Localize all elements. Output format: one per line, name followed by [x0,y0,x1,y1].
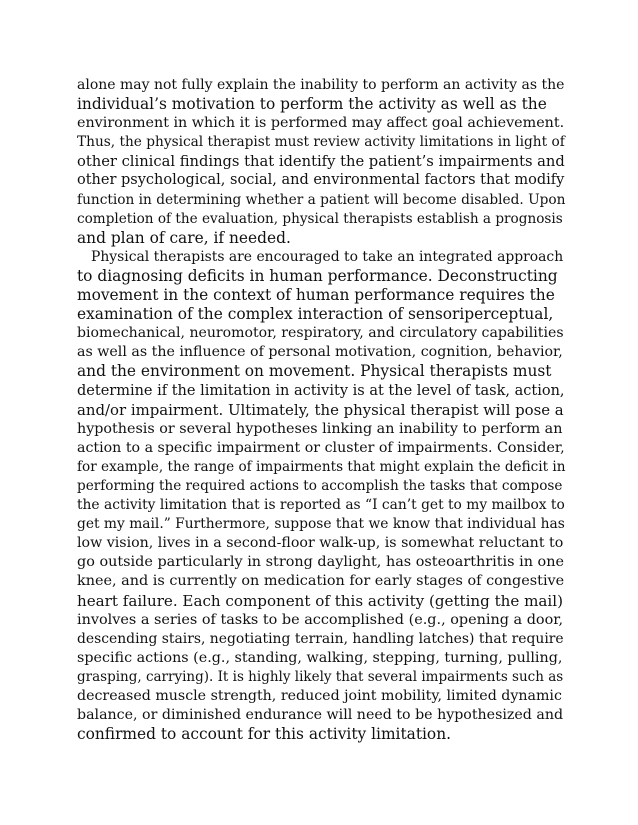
text-line: examination of the complex interaction of sensoriperceptual, [77,305,554,324]
text-line: biomechanical, neuromotor, respiratory, and circulatory capabilities [77,325,564,342]
text-line: confirmed to account for this activity limitation. [77,725,452,744]
text-line: hypothesis or several hypotheses linking an inability to perform an [77,420,563,437]
text-line: balance, or diminished endurance will need to be hypothesized and [77,707,564,724]
text-line: the activity limitation that is reported as “I can’t get to my mailbox to [77,497,565,514]
text-line: determine if the limitation in activity is at the level of task, action, [77,382,565,399]
text-line: for example, the range of impairments that might explain the deficit in [77,458,566,475]
text-line: Thus, the physical therapist must review activity limitations in light of [77,134,565,151]
text-line: get my mail.” Furthermore, suppose that we know that individual has [77,516,565,533]
text-line: individual’s motivation to perform the activity as well as the [77,95,547,114]
text-line: other psychological, social, and environmental factors that modify [77,172,565,189]
text-line: specific actions (e.g., standing, walking, stepping, turning, pulling, [77,649,563,666]
text-line: decreased muscle strength, reduced joint mobility, limited dynamic [77,688,562,704]
text-line: descending stairs, negotiating terrain, handling latches) that require [77,630,564,647]
text-line: and/or impairment. Ultimately, the physical therapist will pose a [77,400,564,419]
text-line: alone may not fully explain the inability to perform an activity as the [77,77,565,93]
text-line: low vision, lives in a second-floor walk-up, is somewhat reluctant to [77,535,564,552]
body-text [77,76,565,744]
text-line: environment in which it is performed may affect goal achievement. [77,115,565,132]
text-line: movement in the context of human performance requires the [77,286,555,305]
text-line: and plan of care, if needed. [77,228,291,247]
text-line: action to a specific impairment or cluster of impairments. Consider, [77,439,565,456]
text-line: other clinical findings that identify the patient’s impairments and [77,153,565,171]
paragraph-first-line: Physical therapists are encouraged to take an integrated approach [91,248,564,265]
text-line: performing the required actions to accomplish the tasks that compose [77,477,563,494]
text-line: and the environment on movement. Physical therapists must [77,362,552,381]
text-line: function in determining whether a patient will become disabled. Upon [77,191,566,208]
text-line: heart failure. Each component of this activity (getting the mail) [77,591,563,610]
text-line: go outside particularly in strong daylight, has osteoarthritis in one [77,554,565,571]
text-line: completion of the evaluation, physical therapists establish a prognosis [77,210,563,227]
text-line: grasping, carrying). It is highly likely that several impairments such as [77,668,564,685]
text-line: knee, and is currently on medication for early stages of congestive [77,573,565,590]
text-line: as well as the influence of personal motivation, cognition, behavior, [77,344,563,361]
text-line: to diagnosing deficits in human performance. Deconstructing [77,266,558,285]
text-line: involves a series of tasks to be accomplished (e.g., opening a door, [77,611,564,628]
